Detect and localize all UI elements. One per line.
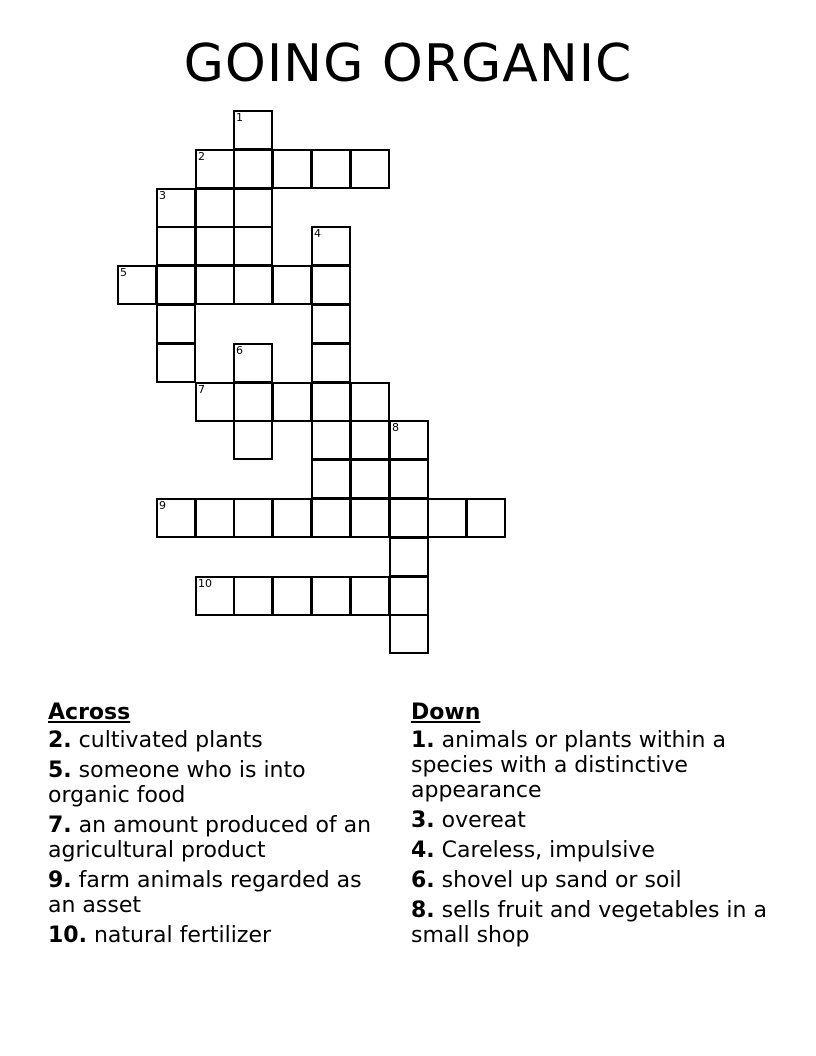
across-clue bbox=[48, 758, 393, 808]
clue-text: overeat bbox=[441, 808, 526, 833]
across-clue bbox=[48, 923, 393, 948]
clue-number-label: 7 bbox=[198, 383, 205, 396]
grid-cell[interactable] bbox=[389, 537, 429, 577]
grid-cell[interactable] bbox=[311, 226, 351, 266]
grid-cell[interactable] bbox=[350, 576, 390, 616]
clue-number-label: 2 bbox=[198, 150, 205, 163]
grid-cell[interactable] bbox=[389, 420, 429, 460]
clue-text: an amount produced of an agricultural product bbox=[48, 813, 372, 863]
grid-cell[interactable] bbox=[350, 382, 390, 422]
grid-cell[interactable] bbox=[389, 498, 429, 538]
across-clues bbox=[48, 700, 393, 953]
grid-cell[interactable] bbox=[389, 576, 429, 616]
clue-number-label: 8 bbox=[392, 421, 399, 434]
grid-cell[interactable] bbox=[350, 498, 390, 538]
grid-cell[interactable] bbox=[311, 576, 351, 616]
grid-cell[interactable] bbox=[195, 226, 235, 266]
down-heading: Down bbox=[411, 700, 481, 725]
down-clues bbox=[411, 700, 771, 953]
grid-cell[interactable] bbox=[350, 149, 390, 189]
grid-cell[interactable] bbox=[195, 149, 235, 189]
down-clue bbox=[411, 728, 771, 803]
clue-text: animals or plants within a species with a distinctive appearance bbox=[411, 728, 726, 803]
clue-number-label: 9 bbox=[159, 499, 166, 512]
down-clue bbox=[411, 838, 771, 863]
grid-cell[interactable] bbox=[389, 459, 429, 499]
grid-cell[interactable] bbox=[117, 265, 157, 305]
grid-cell[interactable] bbox=[311, 420, 351, 460]
clue-text: someone who is into organic food bbox=[48, 758, 306, 808]
clue-number: 7. bbox=[48, 813, 72, 838]
clue-text: natural fertilizer bbox=[93, 923, 272, 948]
grid-cell[interactable] bbox=[233, 265, 273, 305]
grid-cell[interactable] bbox=[311, 459, 351, 499]
grid-cell[interactable] bbox=[233, 110, 273, 150]
grid-cell[interactable] bbox=[311, 265, 351, 305]
clue-number-label: 5 bbox=[120, 266, 127, 279]
across-clue bbox=[48, 868, 393, 918]
grid-cell[interactable] bbox=[272, 265, 312, 305]
grid-cell[interactable] bbox=[156, 226, 196, 266]
across-heading: Across bbox=[48, 700, 131, 725]
grid-cell[interactable] bbox=[233, 576, 273, 616]
grid-cell[interactable] bbox=[466, 498, 506, 538]
grid-cell[interactable] bbox=[195, 188, 235, 228]
clue-number: 6. bbox=[411, 868, 435, 893]
down-clue bbox=[411, 808, 771, 833]
grid-cell[interactable] bbox=[233, 382, 273, 422]
grid-cell[interactable] bbox=[272, 498, 312, 538]
grid-cell[interactable] bbox=[427, 498, 467, 538]
grid-cell[interactable] bbox=[156, 498, 196, 538]
grid-cell[interactable] bbox=[156, 343, 196, 383]
grid-cell[interactable] bbox=[156, 188, 196, 228]
grid-cell[interactable] bbox=[195, 265, 235, 305]
down-clue bbox=[411, 898, 771, 948]
grid-cell[interactable] bbox=[311, 382, 351, 422]
grid-cell[interactable] bbox=[195, 498, 235, 538]
grid-cell[interactable] bbox=[156, 304, 196, 344]
clue-number-label: 6 bbox=[236, 344, 243, 357]
grid-cell[interactable] bbox=[272, 382, 312, 422]
grid-cell[interactable] bbox=[233, 498, 273, 538]
clue-text: shovel up sand or soil bbox=[441, 868, 682, 893]
clue-number: 2. bbox=[48, 728, 72, 753]
grid-cell[interactable] bbox=[195, 382, 235, 422]
grid-cell[interactable] bbox=[311, 304, 351, 344]
clue-number-label: 3 bbox=[159, 189, 166, 202]
grid-cell[interactable] bbox=[233, 420, 273, 460]
puzzle-title: GOING ORGANIC bbox=[183, 34, 633, 94]
grid-cell[interactable] bbox=[195, 576, 235, 616]
clue-number-label: 10 bbox=[198, 577, 212, 590]
across-clue bbox=[48, 728, 393, 753]
grid-cell[interactable] bbox=[311, 343, 351, 383]
clue-text: farm animals regarded as an asset bbox=[48, 868, 362, 918]
clue-text: Careless, impulsive bbox=[441, 838, 655, 863]
across-clue bbox=[48, 813, 393, 863]
grid-cell[interactable] bbox=[233, 226, 273, 266]
clue-number: 10. bbox=[48, 923, 87, 948]
clue-number: 4. bbox=[411, 838, 435, 863]
grid-cell[interactable] bbox=[350, 420, 390, 460]
down-clue bbox=[411, 868, 771, 893]
grid-cell[interactable] bbox=[233, 343, 273, 383]
clue-number: 8. bbox=[411, 898, 435, 923]
grid-cell[interactable] bbox=[311, 498, 351, 538]
clue-number-label: 1 bbox=[236, 111, 243, 124]
grid-cell[interactable] bbox=[156, 265, 196, 305]
grid-cell[interactable] bbox=[350, 459, 390, 499]
grid-cell[interactable] bbox=[233, 149, 273, 189]
clue-number: 1. bbox=[411, 728, 435, 753]
grid-cell[interactable] bbox=[311, 149, 351, 189]
grid-cell[interactable] bbox=[233, 188, 273, 228]
clue-text: cultivated plants bbox=[78, 728, 263, 753]
grid-cell[interactable] bbox=[389, 614, 429, 654]
clue-number: 3. bbox=[411, 808, 435, 833]
grid-cell[interactable] bbox=[272, 149, 312, 189]
clue-number: 9. bbox=[48, 868, 72, 893]
clue-text: sells fruit and vegetables in a small shop bbox=[411, 898, 767, 948]
clue-number-label: 4 bbox=[314, 227, 321, 240]
clue-number: 5. bbox=[48, 758, 72, 783]
grid-cell[interactable] bbox=[272, 576, 312, 616]
